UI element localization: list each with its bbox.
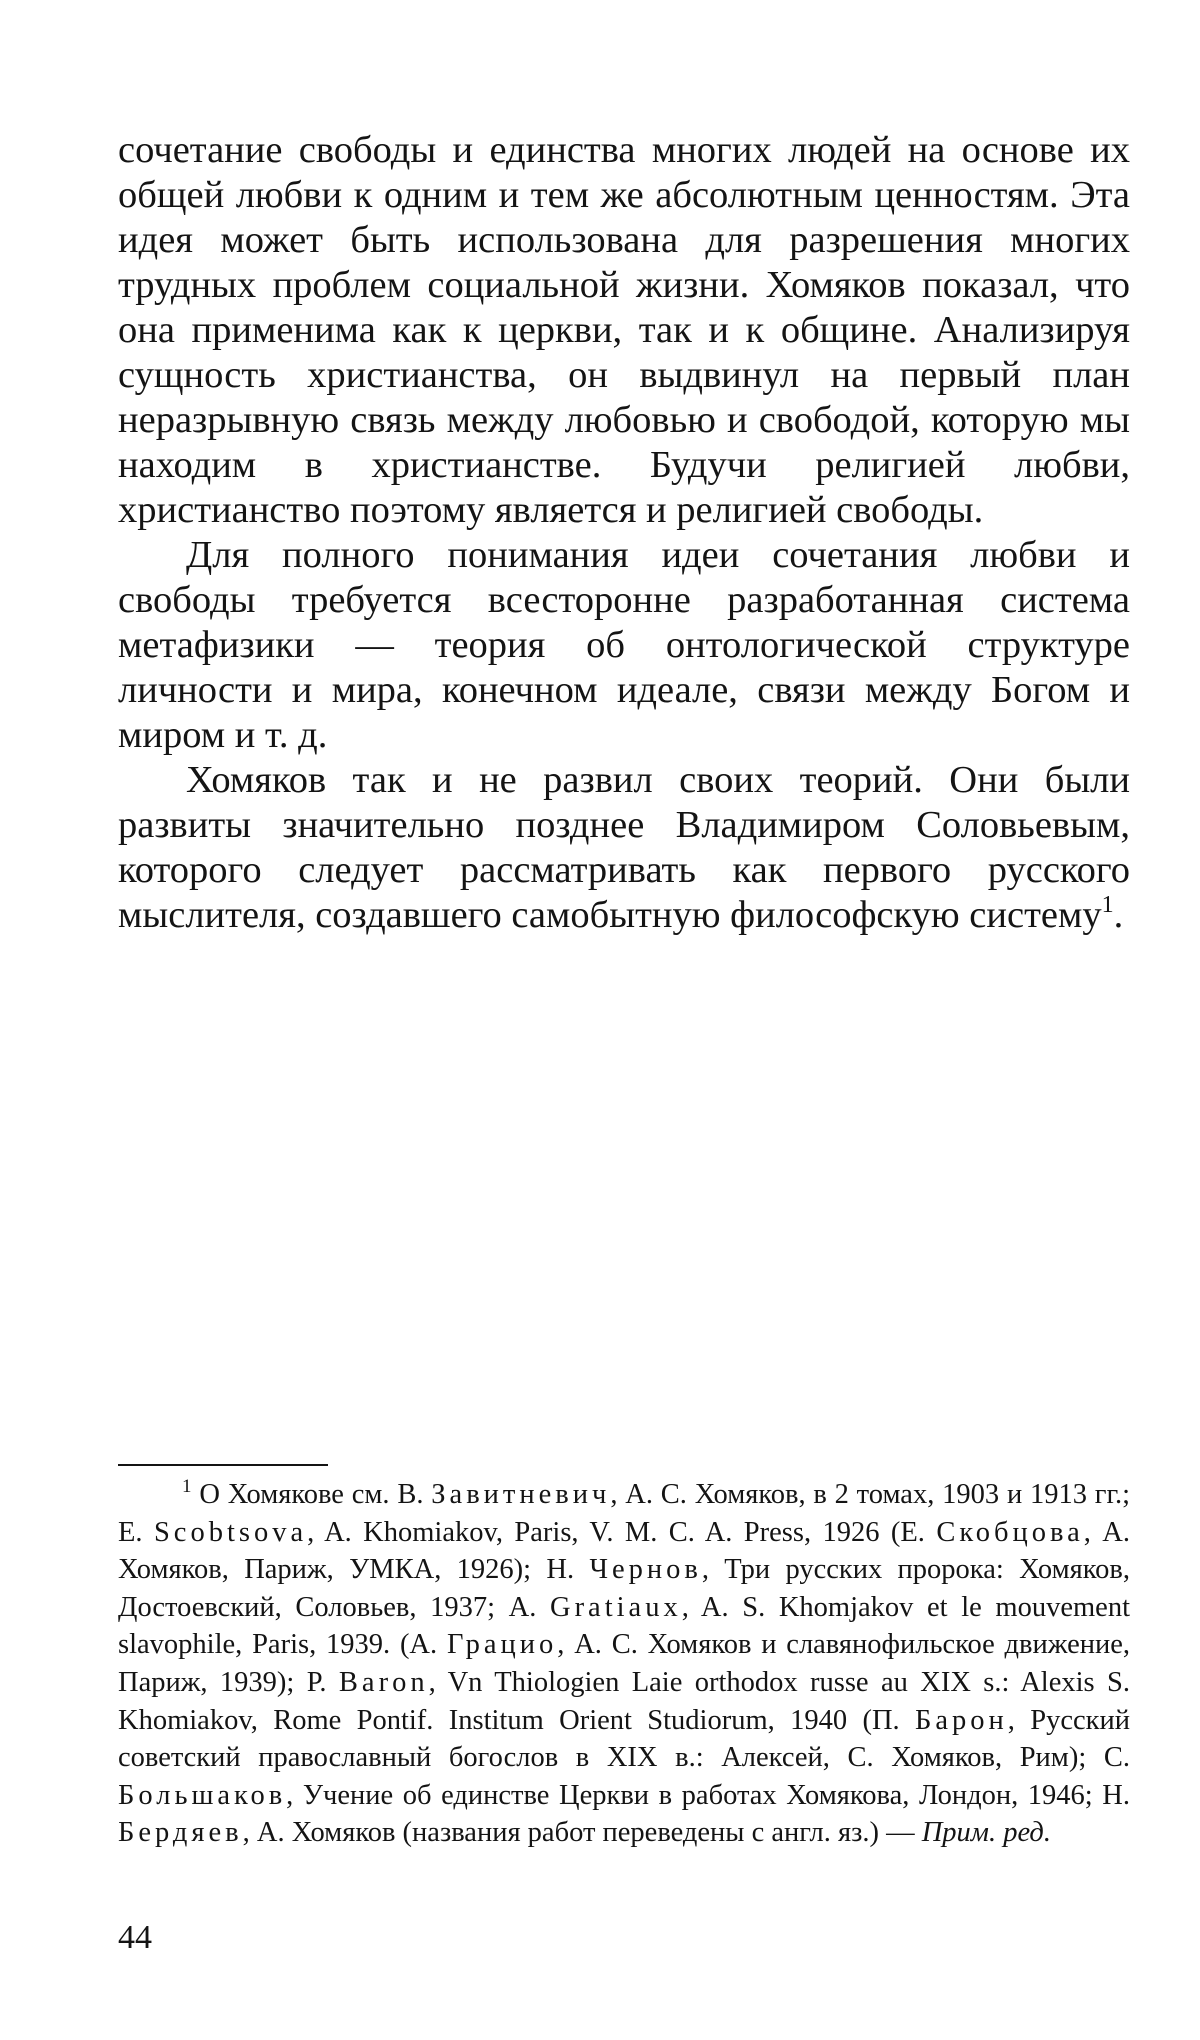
page-number: 44 xyxy=(118,1919,152,1956)
footnote-author: Baron xyxy=(338,1666,429,1698)
footnote-text: , А. С. Хомяков и славянофильское движение, Париж, 1939); P. xyxy=(118,1629,1130,1698)
footnote-text: , А. Хомяков, Париж, УМКА, 1926); Н. xyxy=(118,1516,1130,1586)
footnote-text: , Русский советский православный богослов в XIX в.: Алексей, С. Хомяков, Рим); С. xyxy=(118,1704,1131,1774)
footnote-text: , Vn Thiologien Laie orthodox russe au XIX s.: Alexis S. Khomiakov, Rome Pontif. Institum Orient Studiorum, 1940 (П. xyxy=(118,1666,1130,1736)
footnote-author: Чернов xyxy=(589,1554,702,1586)
footnote-text: , A. S. Khomjakov et le mouvement slavophile, Paris, 1939. (А. xyxy=(118,1591,1130,1661)
footnote-author: Большаков xyxy=(118,1779,287,1811)
footnote-reference[interactable]: 1 xyxy=(1101,892,1114,918)
footnote-author: Бердяев xyxy=(118,1817,243,1849)
footnote-text: , Три русских пророка: Хомяков, Достоевский, Соловьев, 1937; А. xyxy=(118,1554,1130,1623)
footnote-text: , Учение об единстве Церкви в работах Хомякова, Лондон, 1946; Н. xyxy=(286,1779,1130,1811)
footnote-author: Scobtsova xyxy=(153,1516,308,1548)
footnote-author: Барон xyxy=(915,1704,1008,1736)
footnote-separator xyxy=(118,1464,328,1466)
paragraph-2: Для полного понимания идеи сочетания любви и свободы требуется всесторонне разработанная система метафизики — теория об онтологической структуре личности и мира, конечном идеале, связи между Богом и миром и т. д. xyxy=(118,534,1130,756)
footnote-author: Скобцова xyxy=(936,1516,1084,1548)
footnote-author: Завитневич xyxy=(431,1479,611,1510)
paragraph-1: сочетание свободы и единства многих людей на основе их общей любви к одним и тем же абсолютным ценностям. Эта идея может быть использована для разрешения многих трудных проблем социальной жизни. Хомяков показал, что она применима как к церкви, так и к общине. Анализируя сущность христианства, он выдвинул на первый план неразрывную связь между любовью и свободой, которую мы находим в христианстве. Будучи религией любви, христианство поэтому является и религией свободы. xyxy=(118,129,1130,531)
paragraph-3: Хомяков так и не развил своих теорий. Они были развиты значительно позднее Владимиром Соловьевым, которого следует рассматривать как первого русского мыслителя, создавшего самобытную философскую систему$^1$. xyxy=(118,759,1130,936)
footnote-marker: 1 xyxy=(182,1476,192,1497)
footnote-text: , А. Хомяков (названия работ переведены с англ. яз.) — xyxy=(242,1817,922,1849)
footnote-author: Gratiaux xyxy=(549,1591,682,1623)
main-text xyxy=(118,128,1130,938)
paragraph-3-text: Хомяков так и не развил своих теорий. Они были развиты значительно позднее Владимиром Соловьевым, которого следует рассматривать как первого русского мыслителя, создавшего самобытную философскую систему xyxy=(118,759,1130,936)
editor-note: Прим. ред. xyxy=(921,1817,1051,1849)
footnote-author: Грацио xyxy=(446,1629,558,1661)
footnote-text: О Хомякове см. В. xyxy=(199,1479,432,1510)
footnote-text: , A. Khomiakov, Paris, V. M. C. A. Press, 1926 (Е. xyxy=(307,1516,937,1548)
footnote-text: , А. С. Хомяков, в 2 томах, 1903 и 1913 гг.; E. xyxy=(118,1479,1131,1548)
footnote xyxy=(118,1476,1130,1852)
